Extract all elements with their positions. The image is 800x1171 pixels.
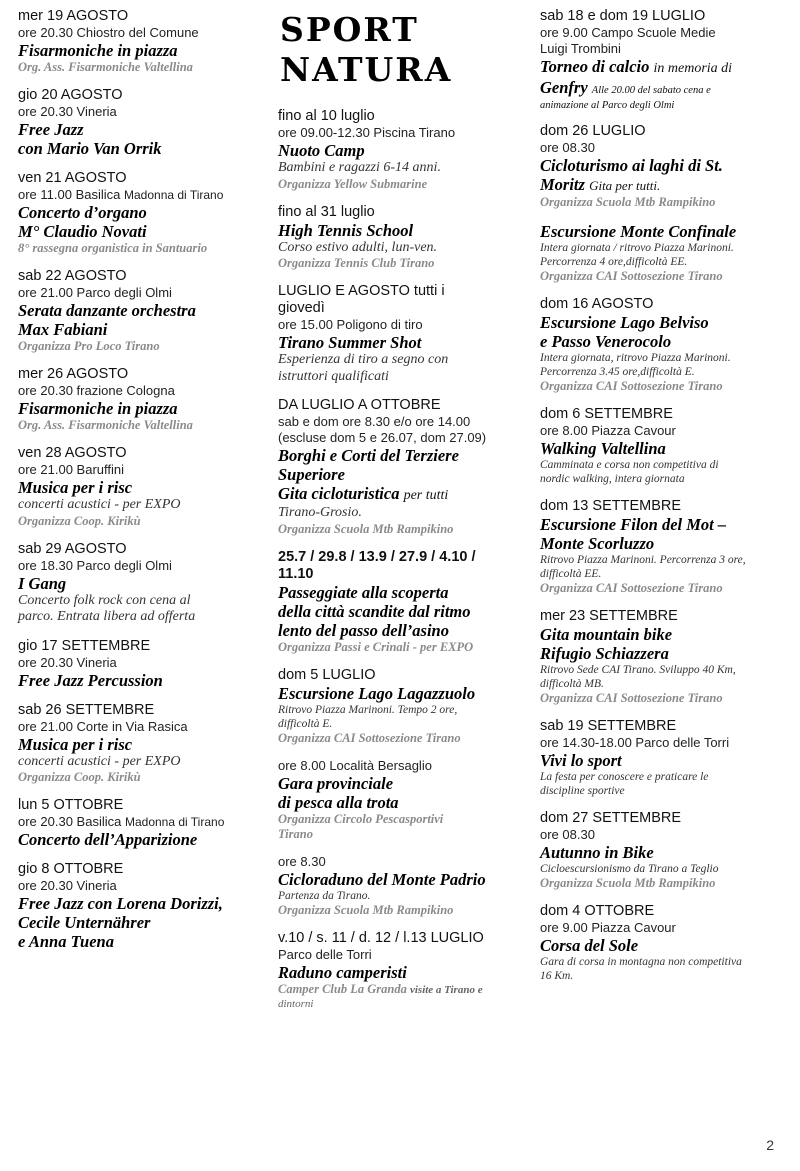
event-item — [278, 854, 510, 918]
event-info: ore 21.00 Corte in Via Rasica — [18, 718, 188, 734]
event-title: Rifugio Schiazzera — [540, 644, 669, 663]
event-title: e Passo Venerocolo — [540, 332, 672, 351]
event-info: ore 20.30 Chiostro del Comune — [18, 25, 199, 40]
event-organizer: Organizza CAI Sottosezione Tirano — [540, 581, 723, 595]
event-title-main: Genfry — [540, 78, 588, 97]
event-info: ore 21.00 Baruffini — [18, 462, 124, 477]
event-subtitle: concerti acustici - per EXPO — [18, 497, 181, 512]
column-sport-natura — [278, 8, 510, 1023]
event-organizer: Organizza CAI Sottosezione Tirano — [278, 730, 461, 745]
event-info — [18, 187, 254, 203]
event-date: LUGLIO E AGOSTO tutti i — [278, 283, 445, 299]
event-item — [18, 366, 254, 433]
event-title: Fisarmoniche in piazza — [18, 399, 178, 418]
event-info: ore 21.00 Parco degli Olmi — [18, 285, 172, 300]
event-info: ore 8.00 Piazza Cavour — [540, 423, 676, 438]
event-info: ore 14.30-18.00 Parco delle Torri — [540, 735, 730, 750]
event-title-main: Gita cicloturistica — [278, 484, 400, 503]
event-date: dom 5 LUGLIO — [278, 666, 376, 683]
event-title: Escursione Lago Belviso — [540, 313, 709, 332]
event-info: ore 20.30 Vineria — [18, 654, 117, 670]
event-title — [540, 57, 772, 78]
event-date: dom 26 LUGLIO — [540, 123, 646, 139]
event-info-main: ore 11.00 Basilica — [18, 187, 121, 202]
event-item — [540, 296, 772, 394]
event-date: gio 17 SETTEMBRE — [18, 637, 151, 654]
column-sport-natura-2 — [540, 8, 772, 995]
event-title-tail: Gita per tutti. — [589, 178, 661, 193]
event-date: sab 29 AGOSTO — [18, 540, 127, 557]
event-title-tail: animazione al Parco degli Olmi — [540, 100, 675, 111]
event-subtitle: difficoltà MB. — [540, 678, 604, 690]
event-item — [18, 170, 254, 256]
event-date: ven 28 AGOSTO — [18, 445, 127, 461]
event-title: Max Fabiani — [18, 320, 108, 339]
event-title: con Mario Van Orrik — [18, 139, 162, 158]
event-date: 11.10 — [278, 565, 314, 582]
event-item — [18, 445, 254, 529]
event-info — [18, 814, 254, 830]
event-date: gio 20 AGOSTO — [18, 87, 123, 103]
event-item — [540, 498, 772, 596]
event-subtitle: Intera giornata / ritrovo Piazza Marinoni. — [540, 242, 734, 254]
event-organizer-main: Camper Club La Granda — [278, 981, 407, 996]
event-info-main: ore 20.30 Basilica — [18, 814, 122, 829]
event-title: Passeggiate alla scoperta — [278, 582, 449, 602]
event-info: Parco delle Torri — [278, 946, 372, 962]
event-info: (escluse dom 5 e 26.07, dom 27.09) — [278, 430, 487, 445]
event-title: Escursione Lago Lagazzuolo — [278, 683, 476, 703]
event-date: gio 8 OTTOBRE — [18, 861, 124, 877]
event-title — [278, 484, 510, 505]
event-date: dom 16 AGOSTO — [540, 296, 654, 312]
event-organizer: Organizza Pro Loco Tirano — [18, 339, 160, 353]
event-item — [540, 123, 772, 210]
event-date: dom 13 SETTEMBRE — [540, 498, 682, 514]
event-info: ore 8.30 — [278, 853, 326, 869]
event-title — [540, 78, 772, 100]
event-date: fino al 10 luglio — [278, 108, 375, 124]
event-subtitle: Intera giornata, ritrovo Piazza Marinoni. — [540, 352, 731, 364]
event-title: Escursione Filon del Mot – — [540, 515, 727, 534]
event-date: mer 19 AGOSTO — [18, 8, 129, 24]
event-subtitle: Concerto folk rock con cena al — [18, 592, 191, 608]
event-title: della città scandite dal ritmo — [278, 601, 471, 621]
event-title: Gara provinciale — [278, 773, 394, 793]
event-subtitle: parco. Entrata libera ad offerta — [18, 609, 196, 624]
event-organizer: Organizza CAI Sottosezione Tirano — [540, 269, 723, 283]
event-date: lun 5 OTTOBRE — [18, 797, 124, 813]
event-subtitle: Percorrenza 4 ore,difficoltà EE. — [540, 256, 688, 268]
event-info: ore 08.30 — [540, 140, 595, 155]
event-subtitle: istruttori qualificati — [278, 368, 389, 384]
event-date: sab 18 e dom 19 LUGLIO — [540, 8, 706, 24]
event-item — [278, 108, 510, 192]
event-info: ore 18.30 Parco degli Olmi — [18, 557, 172, 573]
event-subtitle: Percorrenza 3.45 ore,difficoltà E. — [540, 366, 695, 378]
event-date: giovedì — [278, 300, 325, 316]
event-title: M° Claudio Novati — [18, 222, 147, 241]
event-title: Musica per i risc — [18, 734, 133, 754]
event-organizer: Organizza Passi e Crinali - per EXPO — [278, 639, 474, 654]
event-title-tail: Alle 20.00 del sabato cena e — [591, 85, 711, 96]
event-date: dom 4 OTTOBRE — [540, 903, 655, 919]
event-organizer-tail: dintorni — [278, 997, 314, 1010]
event-item — [18, 87, 254, 158]
event-subtitle: Esperienza di tiro a segno con — [278, 352, 449, 367]
event-title: Cicloturismo ai laghi di St. — [540, 156, 723, 175]
event-item — [18, 541, 254, 626]
event-info: ore 20.30 Vineria — [18, 878, 117, 893]
section-heading — [280, 10, 510, 90]
event-organizer: Organizza Coop. Kirikù — [18, 770, 141, 784]
event-date: sab 22 AGOSTO — [18, 268, 127, 284]
event-item — [18, 268, 254, 354]
event-item — [278, 930, 510, 1011]
event-item — [18, 861, 254, 951]
event-title: Nuoto Camp — [278, 141, 365, 160]
event-info: Luigi Trombini — [540, 41, 621, 56]
event-title: Borghi e Corti del Terziere — [278, 446, 459, 465]
event-title: Concerto dell’Apparizione — [18, 830, 198, 849]
event-organizer: Organizza Circolo Pescasportivi — [278, 811, 444, 826]
event-info: ore 9.00 Piazza Cavour — [540, 920, 676, 935]
event-title: Free Jazz — [18, 120, 84, 139]
event-title: Cecile Unternährer — [18, 913, 151, 932]
event-subtitle: nordic walking, intera giornata — [540, 473, 685, 485]
event-title: Fisarmoniche in piazza — [18, 41, 178, 60]
heading-line1: SPORT — [280, 10, 419, 49]
event-item — [540, 608, 772, 706]
event-item — [278, 549, 510, 655]
event-title-main: Moritz — [540, 175, 585, 194]
event-item — [540, 222, 772, 284]
event-item — [540, 406, 772, 486]
event-subtitle: Partenza da Tirano. — [278, 889, 371, 902]
event-subtitle: Gara di corsa in montagna non competitiva — [540, 956, 742, 968]
event-organizer: Org. Ass. Fisarmoniche Valtellina — [18, 418, 193, 432]
page-number: 2 — [766, 1137, 774, 1153]
event-organizer: Organizza Scuola Mtb Rampikino — [540, 876, 716, 890]
event-title: Autunno in Bike — [540, 843, 654, 862]
event-info: ore 9.00 Campo Scuole Medie — [540, 25, 716, 40]
event-title: High Tennis School — [278, 220, 414, 240]
event-subtitle: discipline sportive — [540, 785, 625, 797]
event-title-tail: per tutti — [403, 488, 449, 503]
event-date: ven 21 AGOSTO — [18, 170, 127, 186]
event-subtitle: Corso estivo adulti, lun-ven. — [278, 239, 438, 255]
event-title: e Anna Tuena — [18, 932, 114, 951]
event-title: Concerto d’organo — [18, 203, 147, 222]
event-date: dom 27 SETTEMBRE — [540, 810, 682, 826]
event-subtitle: 16 Km. — [540, 970, 574, 982]
event-organizer: Organizza Scuola Mtb Rampikino — [540, 195, 716, 209]
event-title: Free Jazz Percussion — [18, 670, 163, 690]
event-organizer: 8° rassegna organistica in Santuario — [18, 241, 208, 255]
event-title: Corsa del Sole — [540, 936, 639, 955]
event-title-main: Torneo di calcio — [540, 57, 650, 76]
event-organizer — [278, 982, 510, 997]
event-subtitle: Tirano-Grosio. — [278, 505, 362, 520]
event-subtitle: difficoltà E. — [278, 717, 333, 730]
event-organizer: Organizza CAI Sottosezione Tirano — [540, 691, 723, 705]
event-subtitle: Ritrovo Piazza Marinoni. Tempo 2 ore, — [278, 703, 458, 716]
event-info: sab e dom ore 8.30 e/o ore 14.00 — [278, 414, 471, 429]
event-title: Free Jazz con Lorena Dorizzi, — [18, 894, 223, 913]
event-organizer: Organizza Coop. Kirikù — [18, 513, 141, 528]
event-subtitle: concerti acustici - per EXPO — [18, 753, 181, 769]
event-date: sab 26 SETTEMBRE — [18, 701, 155, 718]
event-title-tail: in memoria di — [653, 61, 733, 76]
event-item — [540, 810, 772, 891]
event-title: Walking Valtellina — [540, 439, 666, 458]
event-organizer: Organizza Tennis Club Tirano — [278, 256, 435, 270]
event-title — [540, 175, 772, 195]
event-info: ore 20.30 Vineria — [18, 104, 117, 119]
event-organizer: Organizza Scuola Mtb Rampikino — [278, 521, 454, 536]
event-date: DA LUGLIO A OTTOBRE — [278, 397, 441, 413]
event-item — [278, 667, 510, 746]
event-item — [18, 797, 254, 849]
event-item — [18, 702, 254, 786]
event-item — [540, 718, 772, 798]
event-title: Escursione Monte Confinale — [540, 222, 737, 241]
event-item — [278, 283, 510, 385]
event-info: ore 20.30 frazione Cologna — [18, 383, 175, 398]
event-title: Superiore — [278, 465, 345, 484]
event-item — [540, 8, 772, 111]
event-title: lento del passo dell’asino — [278, 620, 449, 640]
event-title: di pesca alla trota — [278, 792, 399, 812]
event-info: ore 8.00 Località Bersaglio — [278, 757, 432, 773]
event-info-small: Madonna di Tirano — [124, 188, 224, 202]
event-organizer: Organizza Scuola Mtb Rampikino — [278, 902, 454, 917]
event-date: v.10 / s. 11 / d. 12 / l.13 LUGLIO — [278, 929, 484, 946]
event-date: mer 26 AGOSTO — [18, 366, 129, 382]
event-subtitle: Cicloescursionismo da Tirano a Teglio — [540, 863, 719, 875]
event-date: 25.7 / 29.8 / 13.9 / 27.9 / 4.10 / — [278, 548, 476, 565]
event-organizer: Organizza CAI Sottosezione Tirano — [540, 379, 723, 393]
event-subtitle: difficoltà EE. — [540, 568, 602, 580]
event-subtitle: La festa per conoscere e praticare le — [540, 771, 709, 783]
event-subtitle: Ritrovo Piazza Marinoni. Percorrenza 3 ore, — [540, 554, 746, 566]
event-title: Musica per i risc — [18, 478, 133, 497]
event-date: fino al 31 luglio — [278, 203, 375, 220]
event-title: Vivi lo sport — [540, 751, 622, 770]
event-item — [278, 204, 510, 272]
heading-line2: NATURA — [280, 50, 453, 89]
event-item — [18, 638, 254, 690]
event-organizer: Tirano — [278, 826, 313, 841]
event-title: Gita mountain bike — [540, 625, 673, 644]
event-title: Monte Scorluzzo — [540, 534, 655, 553]
event-date: sab 19 SETTEMBRE — [540, 718, 677, 734]
event-subtitle: Ritrovo Sede CAI Tirano. Sviluppo 40 Km, — [540, 664, 736, 676]
event-info: ore 08.30 — [540, 827, 595, 842]
event-title: Raduno camperisti — [278, 962, 407, 982]
event-title: Cicloraduno del Monte Padrio — [278, 869, 486, 889]
event-item — [278, 758, 510, 842]
event-subtitle: Camminata e corsa non competitiva di — [540, 459, 719, 471]
column-music — [18, 8, 254, 963]
event-info: ore 15.00 Poligono di tiro — [278, 317, 423, 332]
event-organizer: Organizza Yellow Submarine — [278, 176, 428, 191]
event-date: dom 6 SETTEMBRE — [540, 406, 673, 422]
event-title: Tirano Summer Shot — [278, 333, 422, 352]
event-info-small: Madonna di Tirano — [124, 815, 225, 829]
event-title: Serata danzante orchestra — [18, 301, 196, 320]
event-item — [540, 903, 772, 983]
event-organizer-tail: visite a Tirano e — [409, 983, 483, 996]
event-info: ore 09.00-12.30 Piscina Tirano — [278, 125, 456, 140]
event-subtitle: Bambini e ragazzi 6-14 anni. — [278, 160, 441, 175]
event-item — [278, 397, 510, 537]
event-title: I Gang — [18, 573, 67, 593]
event-organizer: Org. Ass. Fisarmoniche Valtellina — [18, 60, 193, 74]
event-item — [18, 8, 254, 75]
event-date: mer 23 SETTEMBRE — [540, 608, 678, 624]
